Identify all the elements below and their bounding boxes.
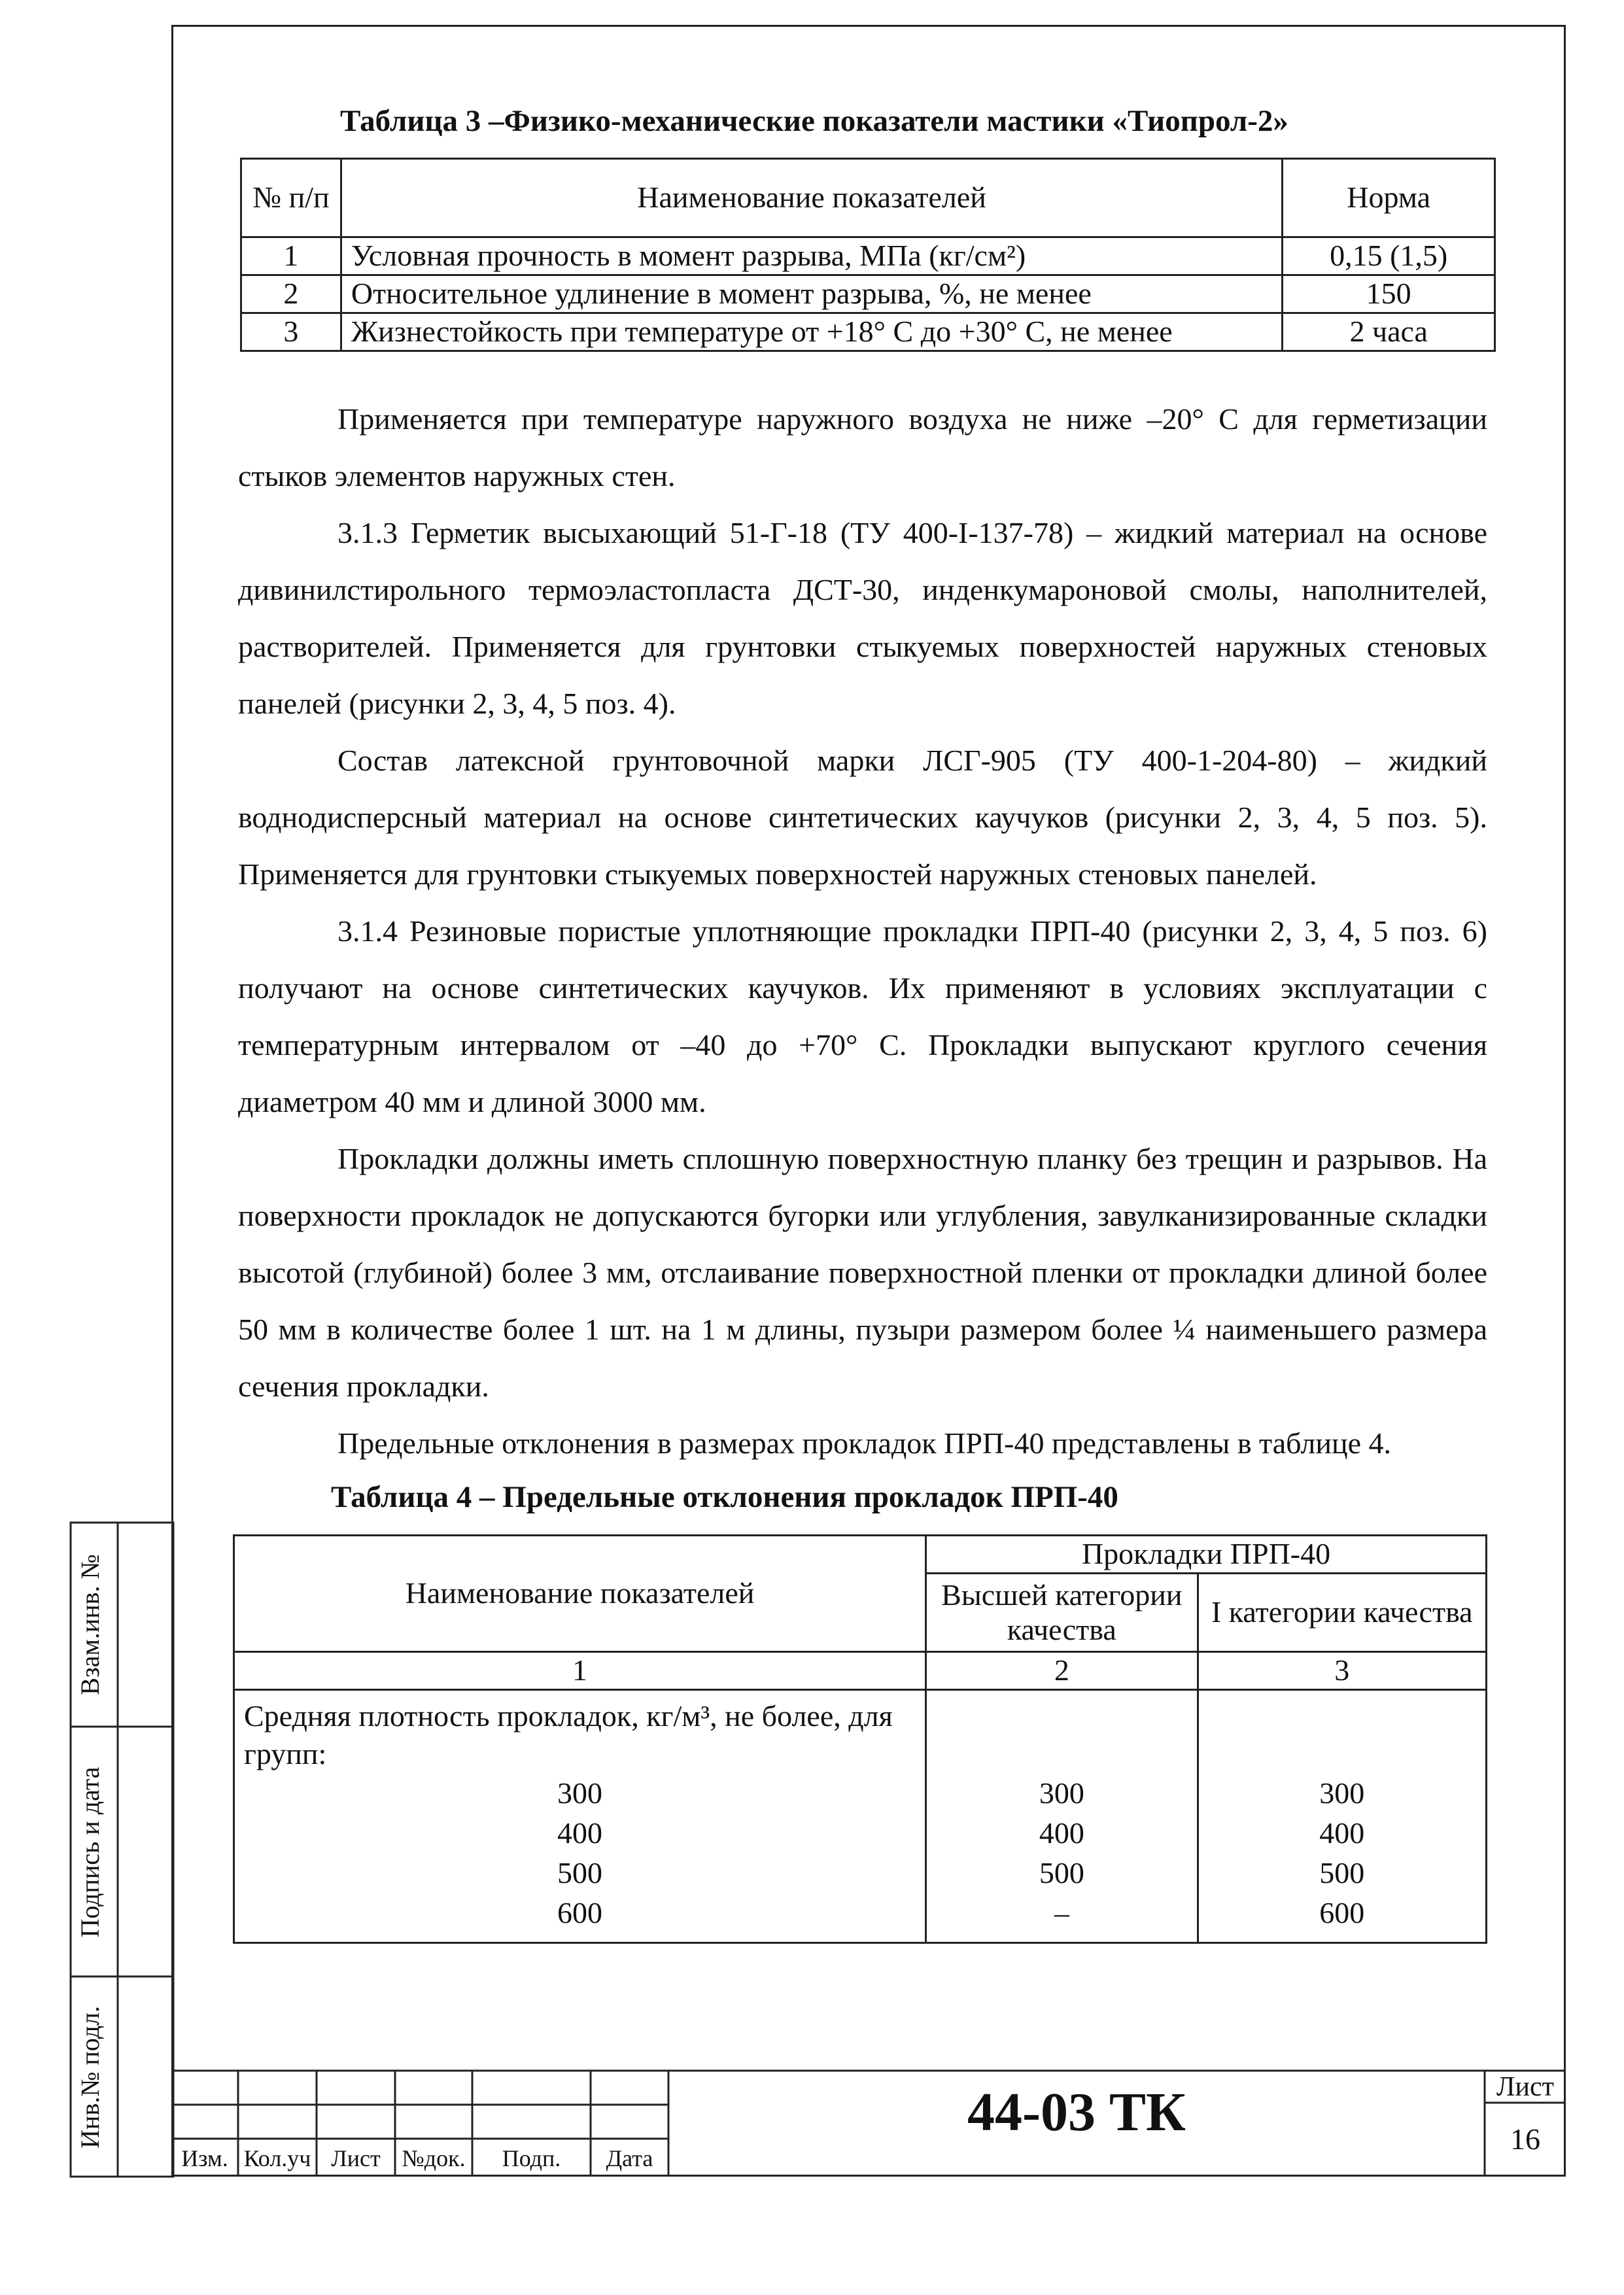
- table4-v2-400: 400: [1039, 1816, 1084, 1850]
- paragraph-5: Прокладки должны иметь сплошную поверхностную планку без трещин и разрывов. На поверхности прокладок не допускаются бугорки или углубления, завулканизированные складки высотой (глубиной) более 3 мм, отслаивание поверхностной пленки от прокладки длиной более 50 мм в количестве более 1 шт. на 1 м длины, пузыри размером более ¼ наименьшего размера сечения прокладки.: [238, 1142, 1487, 1403]
- sheet-number: 16: [1510, 2122, 1540, 2156]
- table4-colnum-3: 3: [1198, 1652, 1486, 1690]
- paragraph-4: 3.1.4 Резиновые пористые уплотняющие прокладки ПРП-40 (рисунки 2, 3, 4, 5 поз. 6) получают на основе синтетических каучуков. Их применяют в условиях эксплуатации с температурным интервалом от –40 до +70° С. Прокладки выпускают круглого сечения диаметром 40 мм и длиной 3000 мм.: [238, 914, 1487, 1118]
- title-col-izm: Изм.: [181, 2145, 228, 2171]
- table4-colnum-2: 2: [926, 1652, 1198, 1690]
- table4-group-300: 300: [557, 1776, 603, 1810]
- sheet-label: Лист: [1496, 2072, 1554, 2102]
- title-col-data: Дата: [606, 2145, 653, 2171]
- table4-group-400: 400: [557, 1816, 603, 1850]
- table4-v3-600: 600: [1319, 1896, 1365, 1929]
- table4-v2-300: 300: [1039, 1776, 1084, 1810]
- table3-row2-num: 2: [241, 275, 341, 313]
- table4-colnum-1: 1: [234, 1652, 926, 1690]
- side-stamp-inv: Инв.№ подл.: [75, 2006, 105, 2148]
- paragraph-3: Состав латексной грунтовочной марки ЛСГ-905 (ТУ 400-1-204-80) – жидкий воднодисперсный материал на основе синтетических каучуков (рисунки 2, 3, 4, 5 поз. 5). Применяется для грунтовки стыкуемых поверхностей наружных стеновых панелей.: [238, 744, 1487, 891]
- table4-v3-500: 500: [1319, 1856, 1365, 1889]
- document-code: 44-03 ТК: [967, 2082, 1186, 2143]
- table4-row-label: Средняя плотность прокладок, кг/м³, не более, для групп:: [244, 1699, 893, 1770]
- title-col-list: Лист: [331, 2145, 381, 2171]
- table4-title: Таблица 4 – Предельные отклонения прокладок ПРП-40: [331, 1480, 1118, 1514]
- table4-head-name: Наименование показателей: [234, 1536, 926, 1652]
- title-col-ndok: №док.: [402, 2145, 466, 2171]
- table4-head-col3: I категории качества: [1198, 1574, 1486, 1652]
- side-stamp-podpis: Подпись и дата: [75, 1767, 105, 1938]
- table3-row1-num: 1: [241, 237, 341, 275]
- table4-v3-400: 400: [1319, 1816, 1365, 1850]
- table3-head-num: № п/п: [241, 159, 341, 237]
- side-stamp-vzam: Взам.инв. №: [75, 1554, 105, 1695]
- table3-head-norm: Норма: [1283, 159, 1495, 237]
- table3-row2-name: Относительное удлинение в момент разрыва, %, не менее: [341, 275, 1283, 313]
- paragraph-2: 3.1.3 Герметик высыхающий 51-Г-18 (ТУ 400-I-137-78) – жидкий материал на основе дивинилстирольного термоэластопласта ДСТ-30, инденкумароновой смолы, наполнителей, растворителей. Применяется для грунтовки стыкуемых поверхностей наружных стеновых панелей (рисунки 2, 3, 4, 5 поз. 4).: [238, 516, 1487, 720]
- table3-row2-value: 150: [1283, 275, 1495, 313]
- title-col-kol: Кол.уч: [243, 2145, 311, 2171]
- table3-row3-num: 3: [241, 313, 341, 351]
- table4-group-500: 500: [557, 1856, 603, 1889]
- table3-head-name: Наименование показателей: [341, 159, 1283, 237]
- table3-row3-name: Жизнестойкость при температуре от +18° С до +30° С, не менее: [341, 313, 1283, 351]
- table3-title: Таблица 3 –Физико-механические показатели мастики «Тиопрол-2»: [340, 104, 1288, 138]
- table4-v2-600: –: [1054, 1896, 1069, 1929]
- paragraph-1: Применяется при температуре наружного воздуха не ниже –20° С для герметизации стыков элементов наружных стен.: [238, 402, 1487, 492]
- table4-v2-500: 500: [1039, 1856, 1084, 1889]
- table4-head-col2: Высшей категории качества: [926, 1574, 1198, 1652]
- table3-row3-value: 2 часа: [1283, 313, 1495, 351]
- table4-group-600: 600: [557, 1896, 603, 1929]
- table3-row1-name: Условная прочность в момент разрыва, МПа (кг/см²): [341, 237, 1283, 275]
- title-col-podp: Подп.: [502, 2145, 561, 2171]
- table4-head-group: Прокладки ПРП-40: [926, 1536, 1487, 1574]
- paragraph-6: Предельные отклонения в размерах прокладок ПРП-40 представлены в таблице 4.: [337, 1426, 1391, 1460]
- table3-row1-value: 0,15 (1,5): [1283, 237, 1495, 275]
- table4-v3-300: 300: [1319, 1776, 1365, 1810]
